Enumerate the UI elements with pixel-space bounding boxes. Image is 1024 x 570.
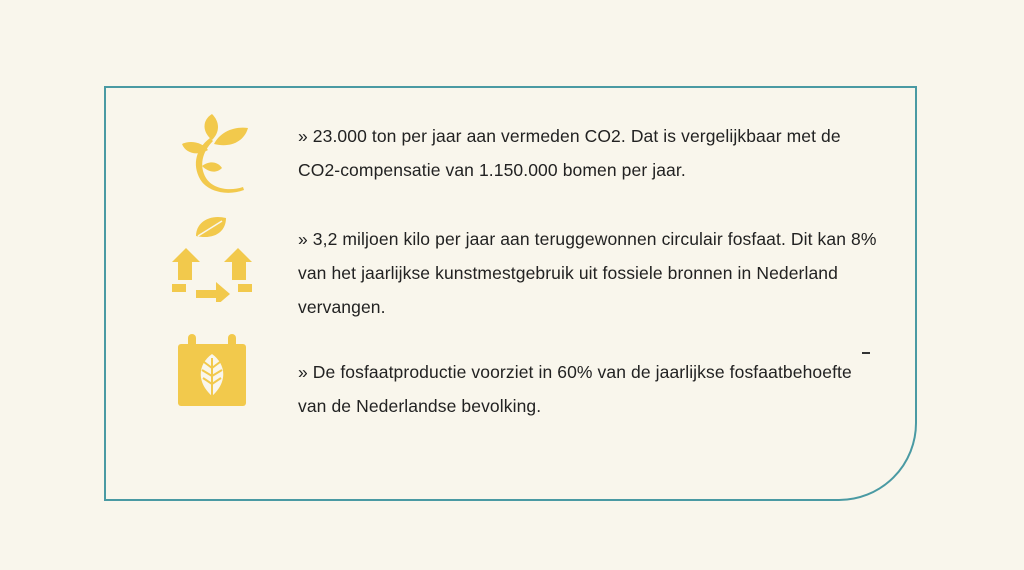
sprout-icon: [172, 110, 252, 200]
fact-phosphate-recovery-text: » 3,2 miljoen kilo per jaar aan teruggewonnen circulair fosfaat. Dit kan 8% van het jaarlijkse kunstmestgebruik uit fossiele bronnen in Nederland vervangen.: [298, 229, 877, 317]
info-panel: [104, 86, 917, 501]
fact-phosphate-demand-text: » De fosfaatproductie voorziet in 60% van de jaarlijkse fosfaatbehoefte van de Nederlandse bevolking.: [298, 362, 852, 416]
divider-dash: [862, 352, 870, 354]
fact-co2-text: » 23.000 ton per jaar aan vermeden CO2. Dat is vergelijkbaar met de CO2-compensatie van 1.150.000 bomen per jaar.: [298, 126, 841, 180]
calendar-leaf-icon: [174, 332, 250, 410]
recycle-leaf-icon: [164, 212, 260, 302]
